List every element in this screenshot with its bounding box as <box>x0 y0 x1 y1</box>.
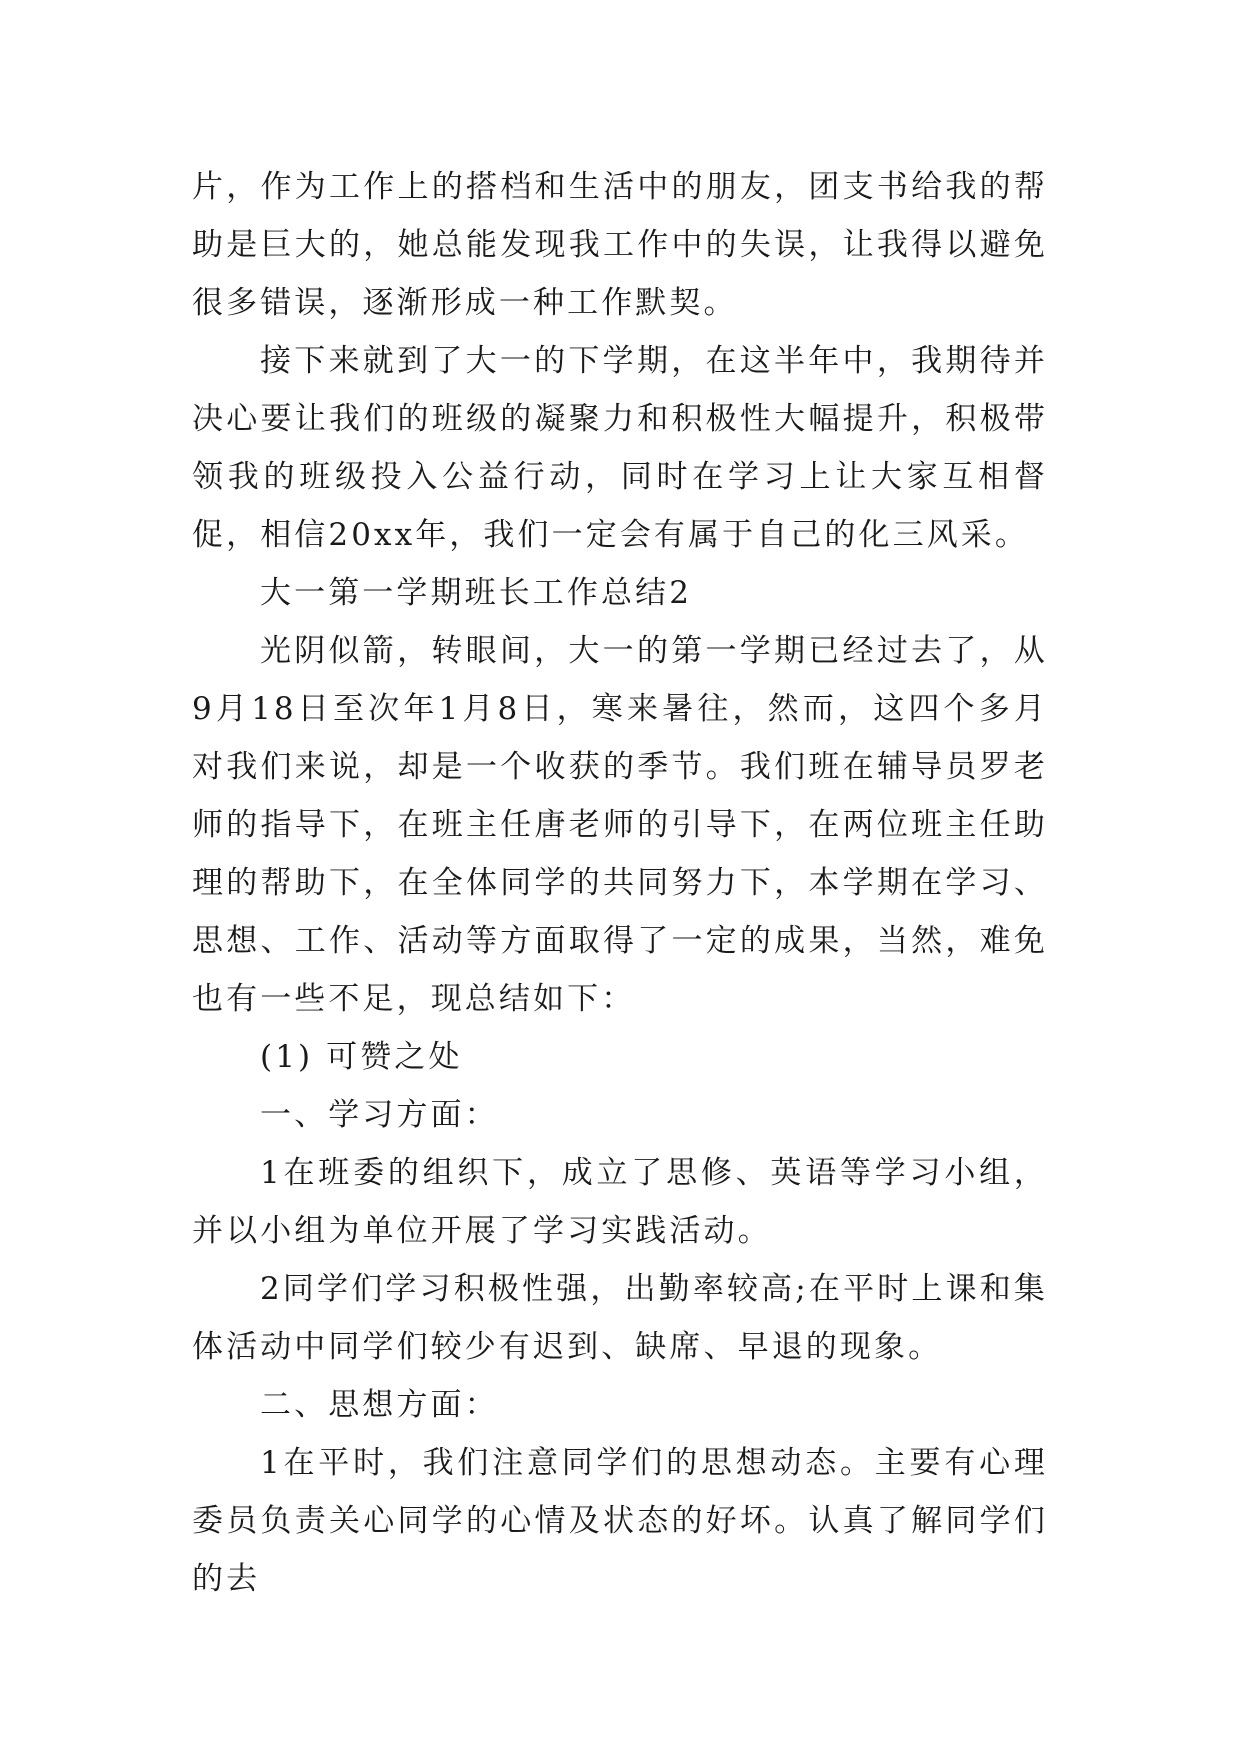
paragraph-1: 片，作为工作上的搭档和生活中的朋友，团支书给我的帮助是巨大的，她总能发现我工作中的失误，让我得以避免很多错误，逐渐形成一种工作默契。 <box>192 169 1048 321</box>
thought-item-1: 1在平时，我们注意同学们的思想动态。主要有心理委员负责关心同学的心情及状态的好坏。认真了解同学们的去 <box>192 1445 1048 1597</box>
section-heading: 大一第一学期班长工作总结2 <box>260 575 693 611</box>
study-item-2: 2同学们学习积极性强，出勤率较高;在平时上课和集体活动中同学们较少有迟到、缺席、早退的现象。 <box>192 1271 1048 1365</box>
paragraph-3: 光阴似箭，转眼间，大一的第一学期已经过去了，从9月18日至次年1月8日，寒来暑往，然而，这四个多月对我们来说，却是一个收获的季节。我们班在辅导员罗老师的指导下，在班主任唐老师的引导下，在两位班主任助理的帮助下，在全体同学的共同努力下，本学期在学习、思想、工作、活动等方面取得了一定的成果，当然，难免也有一些不足，现总结如下： <box>192 633 1048 1017</box>
subheading-study: 一、学习方面： <box>260 1097 499 1133</box>
document-body <box>192 158 1048 1608</box>
paragraph-2: 接下来就到了大一的下学期，在这半年中，我期待并决心要让我们的班级的凝聚力和积极性大幅提升，积极带领我的班级投入公益行动，同时在学习上让大家互相督促，相信20xx年，我们一定会有属于自己的化三风采。 <box>192 343 1048 553</box>
subheading-thought: 二、思想方面： <box>260 1387 499 1423</box>
subheading-praise: (1) 可赞之处 <box>260 1039 463 1075</box>
study-item-1: 1在班委的组织下，成立了思修、英语等学习小组，并以小组为单位开展了学习实践活动。 <box>192 1155 1048 1249</box>
